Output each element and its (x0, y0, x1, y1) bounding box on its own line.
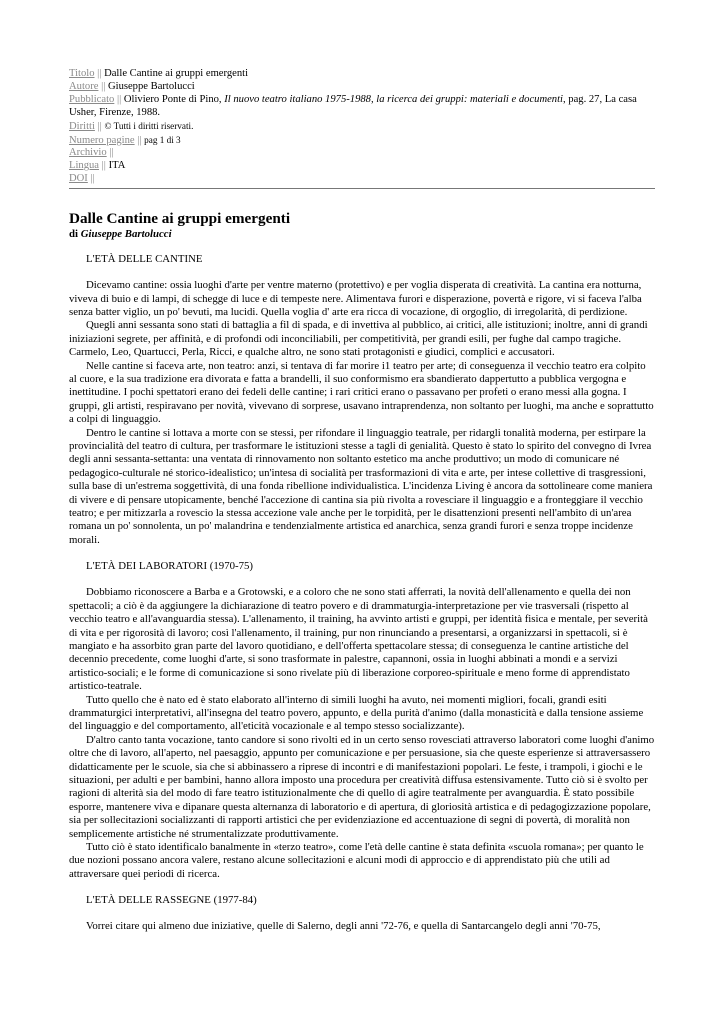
section-heading: L'ETÀ DELLE RASSEGNE (1977-84) (86, 894, 257, 907)
meta-published-book-title: Il nuovo teatro italiano 1975-1988, la ricerca dei gruppi: materiali e documenti (224, 93, 563, 105)
separator: || (99, 160, 106, 172)
meta-author-row (69, 81, 655, 94)
meta-language-value: ITA (108, 160, 126, 172)
separator: || (114, 93, 122, 105)
byline-prefix: di (69, 228, 81, 241)
article-title: Dalle Cantine ai gruppi emergenti (69, 210, 291, 228)
meta-archive-row (69, 147, 655, 160)
meta-published-row (69, 94, 655, 120)
section-body (69, 920, 655, 933)
paragraph: Dentro le cantine si lottava a morte con se stessi, per rifondare il linguaggio teatrale, per ridargli tonalità moderna, per estirpare la provincialità del teatro di cultura, per trasformare le istituzioni stesse a tagli di genialità. Questo è stato lo spirito del convegno di Ivrea degli anni sessanta-settanta: una ventata di rinnovamento non soltanto estetico ma anche produttivo; un modo di comunicare né pedagogico-culturale né storico-idealistico; un'intesa di socialità per trasformazioni di vita e arte, per intese collettive di trasgressioni, sulla base di un'estrema soggettività, di una fonda ribellione individualistica. L'incidenza Living è ancora da sottolineare come maniera di vivere e di pensare utopicamente, benché l'accezione di cantina sia più rivolta a rovesciare il linguaggio e a fronteggiare il vecchio teatro; e per mitizzarla a rovescio la stessa accezione vale anche per le torpidità, per le disattenzioni presenti nell'ambito di un'area romana un po' sonnolenta, un po' malandrina e tendenzialmente artistica ed anarchica, senza grandi furori e senza troppe incidenze morali. (69, 426, 653, 546)
meta-published-prefix: Oliviero Ponte di Pino, (123, 93, 225, 105)
article-byline (69, 228, 655, 240)
meta-rights-value: © Tutti i diritti riservati. (104, 120, 194, 131)
separator: || (94, 68, 102, 79)
separator: || (134, 134, 142, 146)
meta-doi-row (69, 173, 655, 186)
paragraph: Tutto ciò è stato identificalo banalmente in «terzo teatro», come l'età delle cantine è stata definita «scuola romana»; per quanto le due nozioni possano ancora valere, restano alcune sollecitazioni e alcuni modi di approccio e di apprendistato più che utili ad attraversare quei periodi di ricerca. (69, 841, 644, 880)
meta-title-link[interactable]: Titolo (69, 68, 95, 79)
paragraph: Quegli anni sessanta sono stati di battaglia a fil di spada, e di invettiva al pubblico, ai critici, alle istituzioni; inoltre, anni di grandi iniziazioni segrete, per affinità, e di profondi odi inconciliabili, per competitività, per grandi esili, per fughe dal campo tragiche. Carmelo, Leo, Quartucci, Perla, Ricci, e qualche altro, ne sono stati protagonisti e giudici, complici e accusatori. (69, 319, 648, 359)
paragraph: Nelle cantine si faceva arte, non teatro: anzi, si tentava di far morire i1 teatro per arte; di conseguenza il vecchio teatro era colpito al cuore, e la sua tradizione era divorata e fatta a brandelli, il suo conformismo era sbandierato dappertutto a pubblica vergogna e inettitudine. I pochi spettatori erano dei fedeli delle cantine; i rari critici erano o passavano per profeti o erano messi alla gogna. I gruppi, gli artisti, respiravano per novità, vivevano di sorprese, usavano intraprendenza, non soltanto per luoghi, ma anche e soprattutto a colpi di linguaggio. (69, 359, 654, 426)
meta-rights-row (69, 120, 655, 134)
meta-language-link[interactable]: Lingua (69, 160, 100, 172)
meta-title-value: Dalle Cantine ai gruppi emergenti (104, 68, 249, 79)
paragraph: Dicevamo cantine: ossia luoghi d'arte per ventre materno (protettivo) e per voglia disperata di creatività. La cantina era notturna, viveva di buio e di lampi, di schegge di luce e di tempeste nere. Alimentava furori e disperazione, povertà e rigore, vi si faceva l'alba senza batter viglio, un po' bevuti, ma lucidi. Quella voglia d' arte era ricca di vocazione, di orgoglio, di irregolarità, di perdizione. (69, 279, 642, 318)
divider (69, 188, 655, 189)
section-body (69, 279, 655, 547)
section-heading: L'ETÀ DEI LABORATORI (1970-75) (86, 560, 253, 573)
byline-author: Giuseppe Bartolucci (80, 228, 172, 241)
metadata-block (69, 68, 655, 186)
meta-author-link[interactable]: Autore (69, 80, 99, 92)
meta-pages-value: pag 1 di 3 (144, 134, 181, 145)
separator: || (98, 80, 106, 92)
section-body (69, 586, 655, 881)
paragraph: D'altro canto tanta vocazione, tanto candore si sono rivolti ed in un certo senso rovesciati attraverso laboratori come luoghi d'animo oltre che di lavoro, all'aperto, nel paesaggio, appunto per comunicazione e per persuasione, sia che queste esperienze si attraversassero didatticamente per le scuole, sia che si abbinassero a riprese di incontri e di manifestazioni popolari. Le feste, i trampoli, i giochi e le situazioni, per adulti e per bambini, hanno allora imposto una procedura per creatività diffusa estensivamente. Tutto ciò si è svolto per ragioni di alterità sia del modo di fare teatro istituzionalmente che di quello di agire teatralmente per avanguardia. È stato possibile esporre, mantenere viva e dipanare questa alternanza di laboratorio e di apertura, di gloriosità artistica e di pedagogizzazione popolare, sia per sollecitazioni socializzanti di rapporti artistici che per evidenziazione ed accentuazione di segni di povertà, di moralità non semplicemente artistiche né strumentalizzate produttivamente. (69, 733, 655, 840)
meta-language-row (69, 160, 655, 173)
meta-archive-link[interactable]: Archivio (69, 147, 107, 159)
meta-published-suffix: , pag. 27, La casa Usher, Firenze, 1988. (69, 93, 637, 118)
document (69, 68, 655, 934)
paragraph: Tutto quello che è nato ed è stato elaborato all'interno di simili luoghi ha avuto, nei momenti migliori, focali, grandi esiti drammaturgici interpretativi, all'insegna del teatro povero, appunto, e della purità d'animo (dalla monasticità e dalla tensione assieme del linguaggio e del comportamento, all'eticità vocazionale e al tempo stesso socializzante). (69, 693, 644, 733)
meta-author-value: Giuseppe Bartolucci (107, 80, 195, 92)
meta-rights-link[interactable]: Diritti (69, 120, 95, 132)
meta-doi-link[interactable]: DOI (69, 173, 88, 185)
separator: || (106, 147, 114, 159)
paragraph: Vorrei citare qui almeno due iniziative, quelle di Salerno, degli anni '72-76, e quella di Santarcangelo degli anni '70-75, (86, 920, 601, 933)
meta-pages-link[interactable]: Numero pagine (69, 134, 135, 146)
meta-pages-row (69, 134, 655, 148)
separator: || (87, 173, 95, 185)
paragraph: Dobbiamo riconoscere a Barba e a Grotowski, e a coloro che ne sono stati afferrati, la novità dell'allenamento e quella dei non spettacoli; a ciò è da aggiungere la dichiarazione di teatro povero e di drammaturgia-interpretazione per vie trasversali (rispetto al vecchio teatro e all'avanguardia stessa). L'allenamento, il training, ha avvinto artisti e gruppi, per identità fisica e mentale, per severità di vita e per rigorosità di lavoro; così l'allenamento, il training, pur non rinunciando a presentarsi, a organizzarsi in spettacoli, si è mangiato e ha assorbito gran parte del lavoro quotidiano, e dell'offerta spettacolare stessa; di conseguenza le cantine artistiche del decennio precedente, come luoghi d'arte, si sono trasformate in palestre, capannoni, ossia in luoghi abbinati a mondi e a servizi artistico-sociali; e le forme di comunicazione si sono rivelate più di liberazione corporeo-spirituale e meno forme di apprendistato artistico-teatrale. (69, 586, 648, 693)
meta-title-row (69, 68, 655, 81)
meta-published-link[interactable]: Pubblicato (69, 93, 115, 105)
separator: || (94, 120, 102, 132)
section-heading: L'ETÀ DELLE CANTINE (86, 253, 203, 266)
